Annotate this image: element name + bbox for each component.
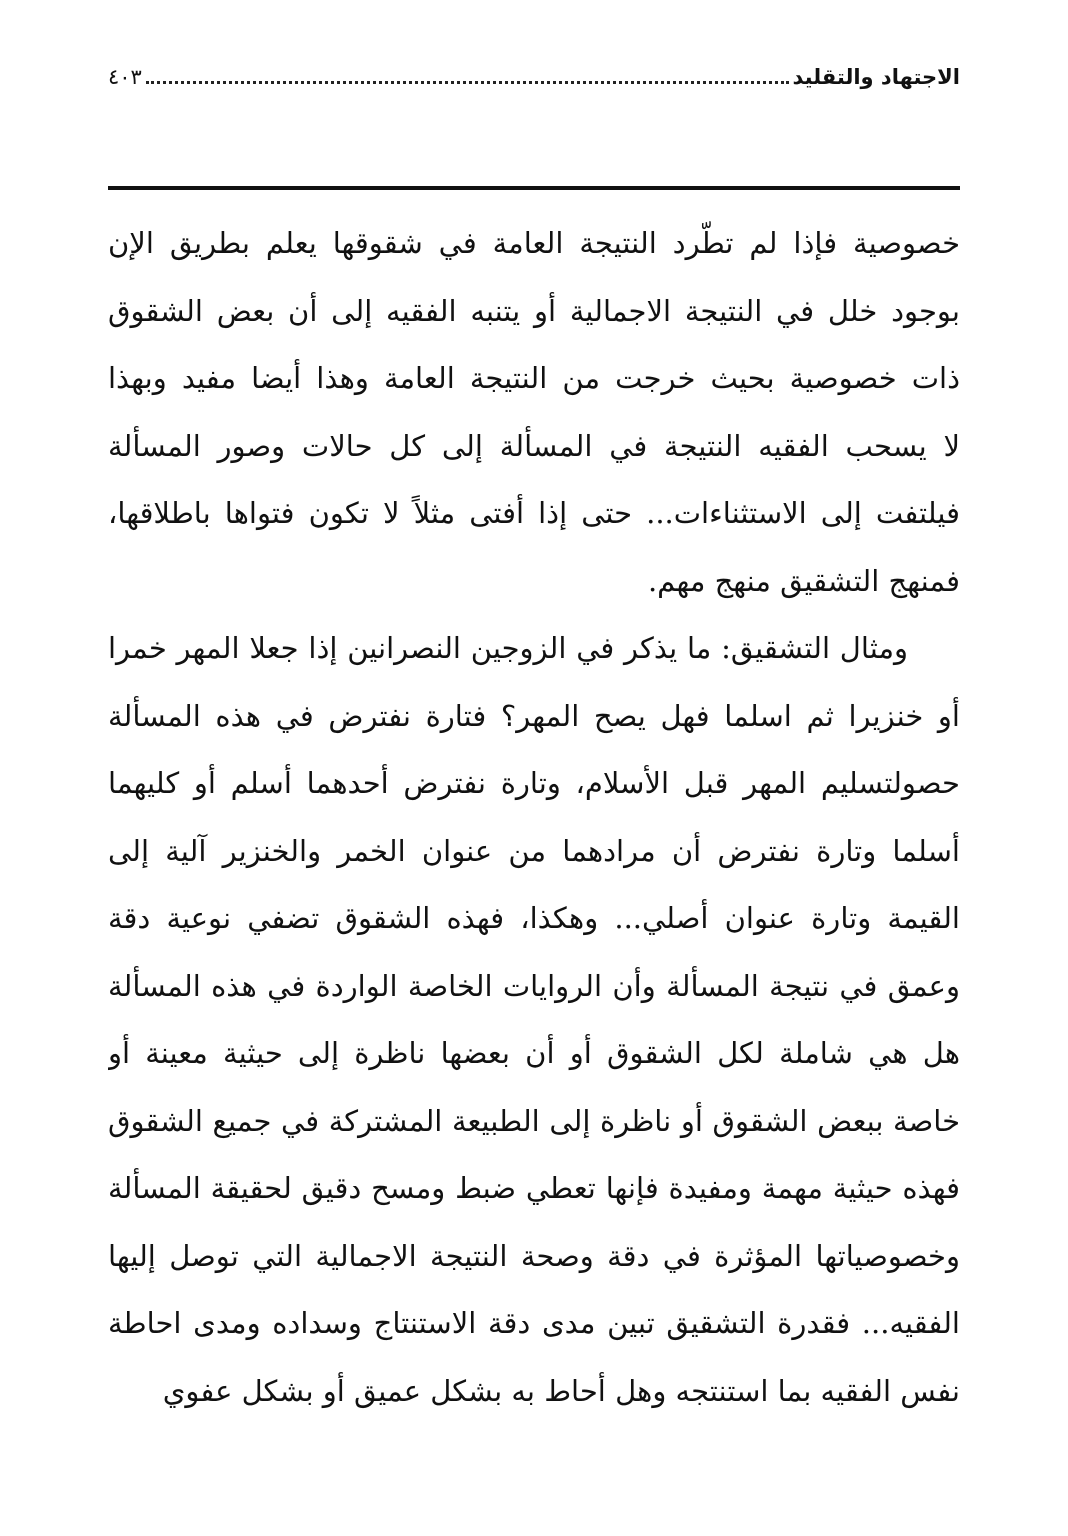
text-line: وعمق في نتيجة المسألة وأن الروايات الخاصة الواردة في هذه المسألة [108,968,960,1003]
header-rule [108,186,960,190]
running-title: الاجتهاد والتقليد [792,65,960,89]
text-line: نفس الفقيه بما استنتجه وهل أحاط به بشكل عميق أو بشكل عفوي [162,1373,960,1408]
running-header [108,52,960,92]
text-line: لا يسحب الفقيه النتيجة في المسألة إلى كل حالات وصور المسألة [108,428,960,463]
text-line: وخصوصياتها المؤثرة في دقة وصحة النتيجة الاجمالية التي توصل إليها [108,1238,960,1273]
text-line: القيمة وتارة عنوان أصلي... وهكذا، فهذه الشقوق تضفي نوعية دقة [108,901,960,935]
text-line: فيلتفت إلى الاستثناءات... حتى إذا أفتى مثلاً لا تكون فتواها باطلاقها، [108,496,960,530]
text-line: خصوصية فإذا لم تطّرد النتيجة العامة في شقوقها يعلم بطريق الإن [108,226,960,260]
page-number: ٤٠٣ [108,65,142,89]
text-line: فمنهج التشقيق منهج مهم. [647,563,960,598]
text-line: ومثال التشقيق: ما يذكر في الزوجين النصرانين إذا جعلا المهر خمرا [108,631,908,665]
text-line: حصولتسليم المهر قبل الأسلام، وتارة نفترض أحدهما أسلم أو كليهما [108,766,960,800]
text-line: خاصة ببعض الشقوق أو ناظرة إلى الطبيعة المشتركة في جميع الشقوق [108,1103,960,1138]
text-line: أسلما وتارة نفترض أن مرادهما من عنوان الخمر والخنزير آلية إلى [108,833,960,868]
text-line: بوجود خلل في النتيجة الاجمالية أو يتنبه الفقيه إلى أن بعض الشقوق [108,293,960,328]
text-line: هل هي شاملة لكل الشقوق أو أن بعضها ناظرة إلى حيثية معينة أو [108,1036,960,1070]
text-line: فهذه حيثية مهمة ومفيدة فإنها تعطي ضبط ومسح دقيق لحقيقة المسألة [108,1171,960,1205]
text-line: أو خنزيرا ثم اسلما فهل يصح المهر؟ فتارة نفترض في هذه المسألة [108,698,960,733]
text-line: الفقيه... فقدرة التشقيق تبين مدى دقة الاستنتاج وسداده ومدى احاطة [108,1306,960,1340]
body-text [108,210,960,1425]
dot-leader [146,81,789,84]
text-line: ذات خصوصية بحيث خرجت من النتيجة العامة وهذا أيضا مفيد وبهذا [108,361,960,395]
